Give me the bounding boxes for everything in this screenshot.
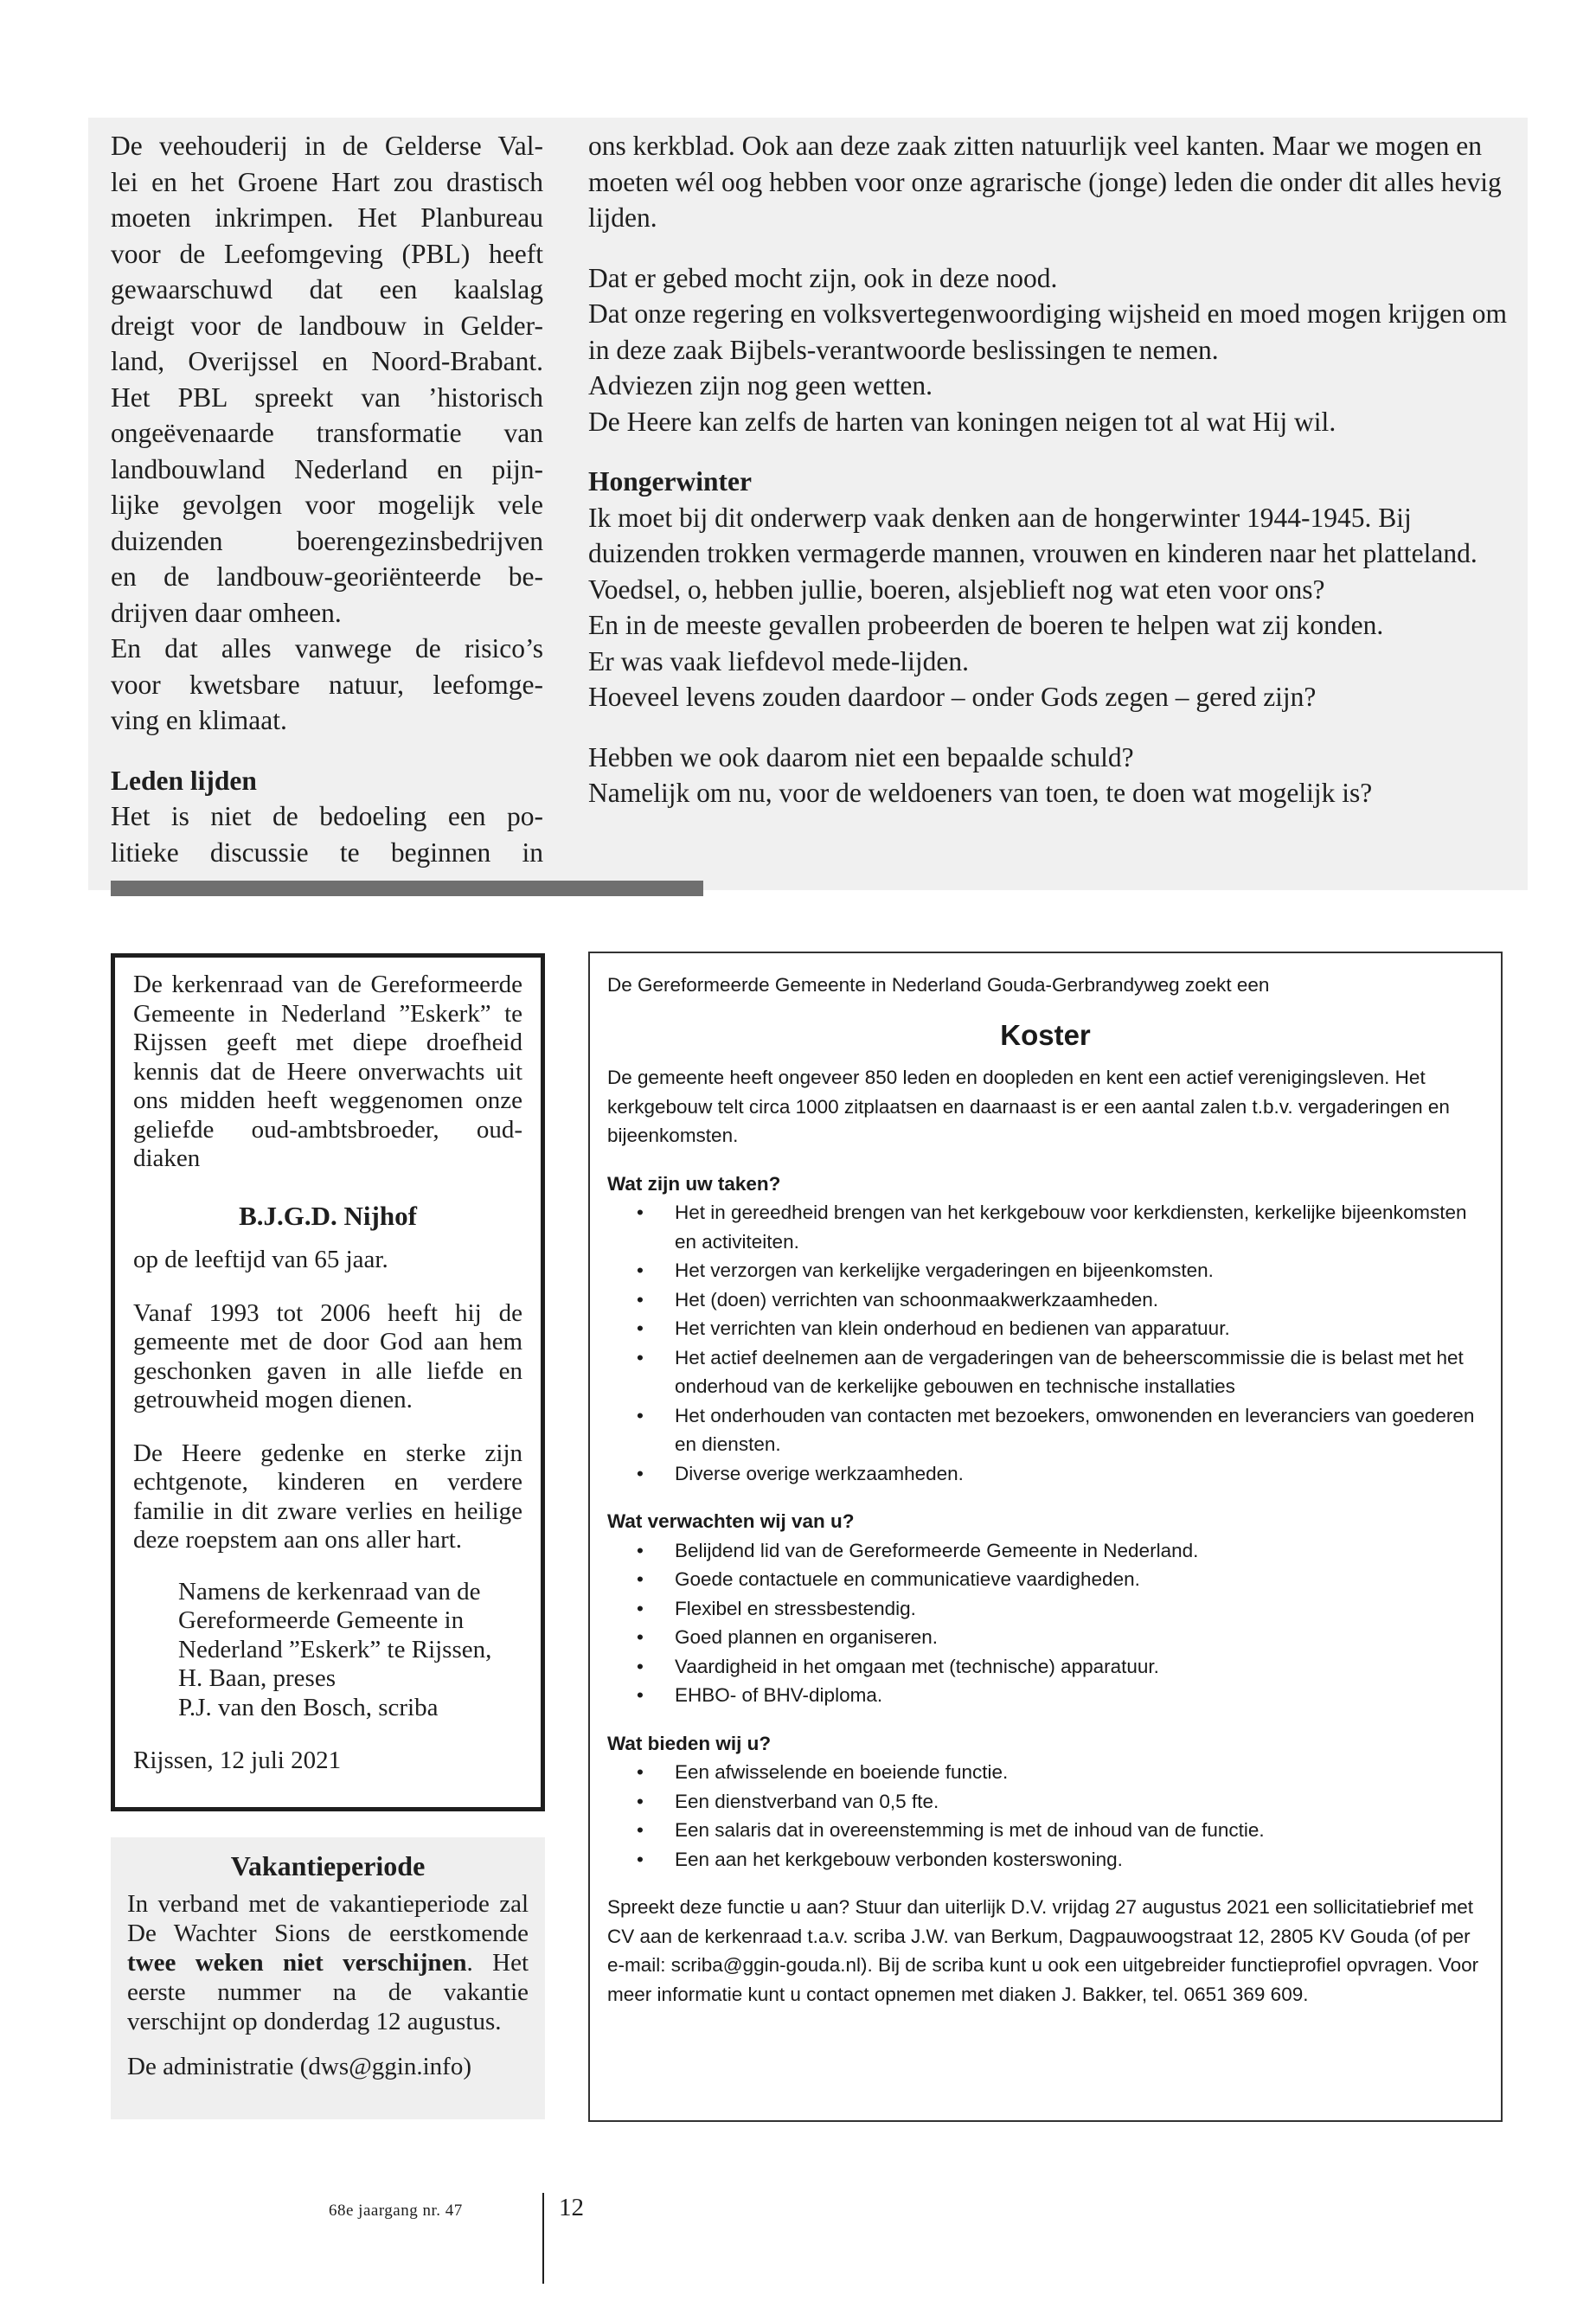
text-line: Ik moet bij dit onderwerp vaak denken aan de hongerwinter 1944-1945. Bij duizenden trokken vermagerde mannen, vrouwen en kinderen naar het platteland. — [588, 502, 1477, 568]
prayer-paragraph — [588, 260, 1516, 440]
text-line: En dat alles vanwege de risico’s — [111, 633, 543, 663]
divider-bar — [111, 881, 703, 896]
text-line: Dat er gebed mocht zijn, ook in deze nood. — [588, 262, 1058, 293]
list-item: • Een afwisselende en boeiende functie. — [607, 1758, 1484, 1787]
bieden-list — [607, 1758, 1484, 1874]
text-line: Het is niet de bedoeling een po- — [111, 801, 543, 831]
notice-age: op de leeftijd van 65 jaar. — [133, 1246, 388, 1273]
text-line: Namelijk om nu, voor de weldoeners van toen, te doen wat mogelijk is? — [588, 778, 1373, 808]
obituary-notice — [111, 953, 545, 1811]
list-item: • Vaardigheid in het omgaan met (technische) apparatuur. — [607, 1652, 1484, 1682]
list-item: • Het verrichten van klein onderhoud en bedienen van apparatuur. — [607, 1314, 1484, 1343]
text-line: ongeëvenaarde transformatie van — [111, 418, 543, 448]
text-line: Hebben we ook daarom niet een bepaalde schuld? — [588, 741, 1134, 772]
text-line: Adviezen zijn nog geen wetten. — [588, 370, 933, 401]
list-item: • Het in gereedheid brengen van het kerkgebouw voor kerkdiensten, kerkelijke bijeenkomsten en activiteiten. — [607, 1198, 1484, 1256]
job-description: De gemeente heeft ongeveer 850 leden en doopleden en kent een actief verenigingsleven. Het kerkgebouw telt circa 1000 zitplaatsen en daarnaast is er een aantal zalen t.b.v. vergaderingen en bijeenkomsten. — [607, 1067, 1450, 1146]
text-line: drijven daar omheen. — [111, 597, 342, 628]
footer-divider — [542, 2193, 544, 2284]
text-line: En in de meeste gevallen probeerden de boeren te helpen wat zij konden. — [588, 610, 1384, 640]
section-heading-leden-lijden: Leden lijden — [111, 765, 257, 796]
section-heading-hongerwinter: Hongerwinter — [588, 466, 752, 497]
text-line: voor kwetsbare natuur, leefomge- — [111, 669, 543, 700]
text-line: litieke discussie te beginnen in — [111, 836, 543, 868]
notice-date: Rijssen, 12 juli 2021 — [133, 1747, 342, 1774]
notice-intro: De kerkenraad van de Gereformeerde Gemeente in Nederland ”Eskerk” te Rijssen geeft met diepe droefheid kennis dat de Heere onverwachts uit ons midden heeft weggenomen onze geliefde oud-ambtsbroeder, oud-diaken — [133, 971, 522, 1172]
list-item: • EHBO- of BHV-diploma. — [607, 1681, 1484, 1710]
job-contact: Spreekt deze functie u aan? Stuur dan uiterlijk D.V. vrijdag 27 augustus 2021 een sollicitatiebrief met CV aan de kerkenraad t.a.v. scriba J.W. van Berkum, Dagpauwoogstraat 12, 2805 KV Gouda (of per e-mail: scriba@ggin-gouda.nl). Bij de scriba kunt u ook een uitgebreider functieprofiel opvragen. Voor meer informatie kunt u contact opnemen met diaken J. Bakker, tel. 0651 369 609. — [607, 1896, 1479, 2005]
page-number: 12 — [559, 2194, 584, 2221]
list-item: • Het verzorgen van kerkelijke vergaderingen en bijeenkomsten. — [607, 1256, 1484, 1285]
text-line: dreigt voor de landbouw in Gelder- — [111, 310, 543, 341]
list-item: • Het actief deelnemen aan de vergaderingen van de beheerscommissie die is belast met het onderhoud van de kerkelijke gebouwen en technische installaties — [607, 1343, 1484, 1401]
list-item: • Diverse overige werkzaamheden. — [607, 1459, 1484, 1489]
taken-heading: Wat zijn uw taken? — [607, 1172, 781, 1195]
notice-signature — [133, 1578, 522, 1723]
list-item: • Goede contactuele en communicatieve vaardigheden. — [607, 1565, 1484, 1594]
text-line: ving en klimaat. — [111, 705, 287, 735]
list-item: • Het (doen) verrichten van schoonmaakwerkzaamheden. — [607, 1285, 1484, 1315]
vacation-notice — [111, 1837, 545, 2119]
text-line: landbouwland Nederland en pijn- — [111, 453, 543, 484]
bieden-heading: Wat bieden wij u? — [607, 1732, 772, 1754]
verwachten-heading: Wat verwachten wij van u? — [607, 1510, 855, 1532]
text-line: gewaarschuwd dat een kaalslag — [111, 274, 543, 304]
list-item: • Een aan het kerkgebouw verbonden kosterswoning. — [607, 1845, 1484, 1875]
list-item: • Goed plannen en organiseren. — [607, 1623, 1484, 1652]
text-line: Het PBL spreekt van ’historisch — [111, 381, 543, 413]
list-item: • Een salaris dat in overeenstemming is met de inhoud van de functie. — [607, 1816, 1484, 1845]
list-item: • Het onderhouden van contacten met bezoekers, omwonenden en leveranciers van goederen en diensten. — [607, 1401, 1484, 1459]
taken-list — [607, 1198, 1484, 1488]
list-item: • Een dienstverband van 0,5 fte. — [607, 1787, 1484, 1817]
signature-line: P.J. van den Bosch, scriba — [178, 1693, 439, 1721]
text-line: Dat onze regering en volksvertegenwoordiging wijsheid en moed mogen krijgen om in deze zaak Bijbels-verantwoorde beslissingen te nemen. — [588, 298, 1507, 365]
issue-info: 68e jaargang nr. 47 — [329, 2202, 463, 2220]
vacation-title: Vakantieperiode — [230, 1850, 426, 1881]
text-line: en de landbouw-georiënteerde be- — [111, 561, 543, 592]
paragraph: ons kerkblad. Ook aan deze zaak zitten natuurlijk veel kanten. Maar we mogen en moeten wél oog hebben voor onze agrarische (jonge) leden die onder dit alles hevig lijden. — [588, 131, 1502, 233]
text-line: voor de Leefomgeving (PBL) heeft — [111, 238, 543, 269]
text-line: duizenden boerengezinsbedrijven — [111, 525, 543, 556]
closing-paragraph — [588, 740, 1516, 811]
notice-service: Vanaf 1993 tot 2006 heeft hij de gemeente met de door God aan hem geschonken gaven in alle liefde en getrouwheid mogen dienen. — [133, 1298, 522, 1413]
text-line: De veehouderij in de Gelderse Val- — [111, 131, 543, 161]
signature-line: H. Baan, preses — [178, 1664, 337, 1692]
text-line: moeten inkrimpen. Het Planbureau — [111, 202, 543, 233]
deceased-name: B.J.G.D. Nijhof — [239, 1200, 417, 1231]
text-line: land, Overijssel en Noord-Brabant. — [111, 346, 543, 376]
text-line: Er was vaak liefdevol mede-lijden. — [588, 645, 969, 676]
article-intro — [111, 128, 543, 739]
notice-comfort: De Heere gedenke en sterke zijn echtgenote, kinderen en verdere familie in dit zware verlies en heilige deze roepstem aan ons aller hart. — [133, 1439, 522, 1554]
signature-line: Namens de kerkenraad van de — [178, 1577, 481, 1606]
text-line: lei en het Groene Hart zou drastisch — [111, 166, 543, 197]
hongerwinter-section — [588, 464, 1516, 715]
text-line: lijke gevolgen voor mogelijk vele — [111, 490, 543, 520]
vacation-text: In verband met de vakantieperiode zal De Wachter Sions de eerstkomende twee weken niet verschijnen. Het eerste nummer na de vakantie verschijnt op donderdag 12 augustus. — [127, 1890, 529, 2035]
text-line: Voedsel, o, hebben jullie, boeren, alsjeblieft nog wat eten voor ons? — [588, 574, 1325, 605]
verwachten-list — [607, 1536, 1484, 1710]
administration-contact: De administratie (dws@ggin.info) — [127, 2053, 471, 2080]
list-item: • Belijdend lid van de Gereformeerde Gemeente in Nederland. — [607, 1536, 1484, 1566]
text-line: Hoeveel levens zouden daardoor – onder Gods zegen – gered zijn? — [588, 682, 1317, 712]
text-line: De Heere kan zelfs de harten van koningen neigen tot al wat Hij wil. — [588, 406, 1336, 437]
article-left-column — [111, 128, 543, 870]
job-title: Koster — [1000, 1018, 1091, 1051]
job-advertisement — [588, 952, 1503, 2122]
job-intro: De Gereformeerde Gemeente in Nederland Gouda-Gerbrandyweg zoekt een — [607, 974, 1270, 996]
signature-line: Nederland ”Eskerk” te Rijssen, — [178, 1635, 492, 1663]
article-right-column — [588, 128, 1516, 811]
vacation-emphasis: twee weken niet verschijnen — [127, 1949, 467, 1977]
signature-line: Gereformeerde Gemeente in — [178, 1606, 465, 1634]
list-item: • Flexibel en stressbestendig. — [607, 1594, 1484, 1624]
